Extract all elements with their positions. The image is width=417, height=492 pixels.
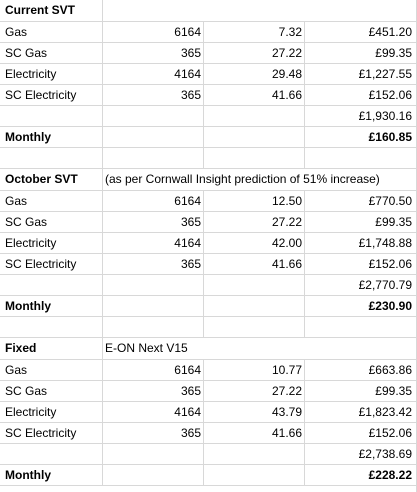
empty-cell[interactable] [203,465,304,485]
annual-total[interactable]: £2,770.79 [304,275,417,295]
row-rate[interactable]: 41.66 [203,423,304,443]
row-units[interactable]: 6164 [102,22,203,42]
empty-cell[interactable] [102,444,203,464]
empty-cell[interactable] [0,148,102,168]
monthly-label[interactable]: Monthly [5,468,51,482]
row-rate[interactable]: 12.50 [203,191,304,211]
row-cost[interactable]: £152.06 [304,254,417,274]
empty-cell[interactable] [203,106,304,126]
empty-cell[interactable] [102,465,203,485]
row-cost[interactable]: £99.35 [304,43,417,63]
empty-cell[interactable] [304,148,417,168]
row-rate[interactable]: 42.00 [203,233,304,253]
empty-cell[interactable] [203,296,304,316]
row-label[interactable]: SC Electricity [5,426,77,440]
table-row [0,212,416,233]
row-units[interactable]: 4164 [102,233,203,253]
empty-cell[interactable] [102,106,203,126]
row-label[interactable]: Gas [5,194,28,208]
section-header-row [0,169,416,191]
monthly-row [0,465,416,486]
row-rate[interactable]: 7.32 [203,22,304,42]
blank-row [0,148,416,169]
row-cost[interactable]: £152.06 [304,85,417,105]
total-row [0,106,416,127]
table-row [0,360,416,381]
row-rate[interactable]: 10.77 [203,360,304,380]
row-label[interactable]: SC Electricity [5,257,77,271]
row-label[interactable]: SC Electricity [5,88,77,102]
row-units[interactable]: 365 [102,85,203,105]
empty-cell[interactable] [203,127,304,147]
row-cost[interactable]: £663.86 [304,360,417,380]
row-units[interactable]: 365 [102,381,203,401]
row-label[interactable]: SC Gas [5,215,48,229]
row-units[interactable]: 365 [102,43,203,63]
row-cost[interactable]: £1,823.42 [304,402,417,422]
empty-cell[interactable] [0,317,102,337]
section-title[interactable]: October SVT [5,172,78,186]
empty-cell[interactable] [102,127,203,147]
monthly-row [0,296,416,317]
row-units[interactable]: 365 [102,212,203,232]
section-note[interactable]: E-ON Next V15 [102,338,417,359]
row-units[interactable]: 365 [102,254,203,274]
monthly-row [0,127,416,148]
empty-cell[interactable] [0,444,102,464]
empty-cell[interactable] [0,275,102,295]
row-cost[interactable]: £1,748.88 [304,233,417,253]
table-row [0,22,416,43]
monthly-label[interactable]: Monthly [5,299,51,313]
section-note[interactable]: (as per Cornwall Insight prediction of 51% increase) [102,169,417,190]
row-label[interactable]: SC Gas [5,384,48,398]
row-cost[interactable]: £1,227.55 [304,64,417,84]
section-header-row [0,0,416,22]
monthly-total[interactable]: £160.85 [304,127,417,147]
row-cost[interactable]: £99.35 [304,381,417,401]
empty-cell[interactable] [102,148,203,168]
annual-total[interactable]: £1,930.16 [304,106,417,126]
row-units[interactable]: 4164 [102,64,203,84]
monthly-total[interactable]: £230.90 [304,296,417,316]
row-cost[interactable]: £152.06 [304,423,417,443]
section-header-row [0,338,416,360]
table-row [0,191,416,212]
row-units[interactable]: 6164 [102,191,203,211]
blank-row [0,317,416,338]
row-rate[interactable]: 43.79 [203,402,304,422]
row-label[interactable]: Electricity [5,67,57,81]
row-rate[interactable]: 27.22 [203,212,304,232]
row-rate[interactable]: 41.66 [203,85,304,105]
table-row [0,43,416,64]
row-label[interactable]: SC Gas [5,46,48,60]
row-rate[interactable]: 27.22 [203,381,304,401]
row-rate[interactable]: 41.66 [203,254,304,274]
monthly-total[interactable]: £228.22 [304,465,417,485]
table-row [0,381,416,402]
section-title[interactable]: Fixed [5,341,37,355]
table-row [0,85,416,106]
table-row [0,233,416,254]
row-rate[interactable]: 27.22 [203,43,304,63]
row-cost[interactable]: £770.50 [304,191,417,211]
row-label[interactable]: Electricity [5,405,57,419]
empty-cell[interactable] [102,317,203,337]
empty-cell[interactable] [203,148,304,168]
row-units[interactable]: 4164 [102,402,203,422]
monthly-label[interactable]: Monthly [5,130,51,144]
empty-cell[interactable] [102,296,203,316]
row-label[interactable]: Gas [5,25,28,39]
section-note[interactable] [102,0,417,21]
table-row [0,254,416,275]
empty-cell[interactable] [304,317,417,337]
table-row [0,423,416,444]
row-rate[interactable]: 29.48 [203,64,304,84]
total-row [0,275,416,296]
row-units[interactable]: 6164 [102,360,203,380]
row-label[interactable]: Electricity [5,236,57,250]
empty-cell[interactable] [0,106,102,126]
empty-cell[interactable] [203,444,304,464]
annual-total[interactable]: £2,738.69 [304,444,417,464]
empty-cell[interactable] [203,275,304,295]
table-row [0,64,416,85]
table-row [0,402,416,423]
row-cost[interactable]: £451.20 [304,22,417,42]
row-units[interactable]: 365 [102,423,203,443]
row-cost[interactable]: £99.35 [304,212,417,232]
total-row [0,444,416,465]
row-label[interactable]: Gas [5,363,28,377]
section-title[interactable]: Current SVT [5,3,76,17]
empty-cell[interactable] [203,317,304,337]
empty-cell[interactable] [102,275,203,295]
